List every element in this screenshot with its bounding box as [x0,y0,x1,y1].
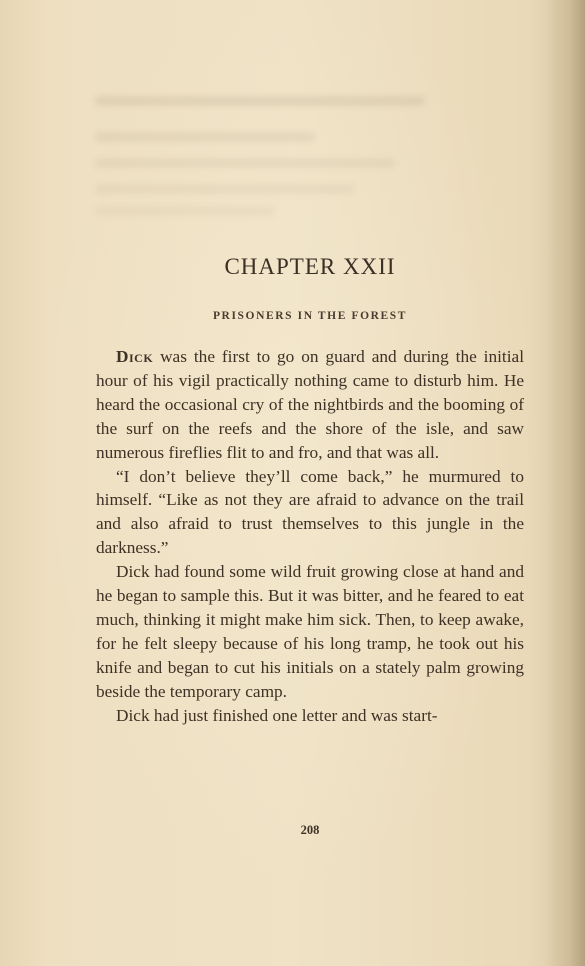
bleed-through-smudge [95,206,275,216]
paragraph-text: was the first to go on guard and during the initial hour of his vigil practically nothing came to disturb him. He heard the occasional cry of the nightbirds and the booming of the surf on the reefs and the shore of the isle, and saw numerous fireflies flit to and fro, and that was all. [96,347,524,462]
paragraph: Dick had found some wild fruit growing close at hand and he began to sample this. But it was bitter, and he feared to eat much, thinking it might make him sick. Then, to keep awake, for he felt sleepy because of his long tramp, he took out his knife and began to cut his initials on a stately palm growing beside the temporary camp. [96,562,524,701]
bleed-through-smudge [95,132,315,142]
page-number: 208 [300,823,320,837]
paragraph [96,345,524,465]
paragraph: “I don’t believe they’ll come back,” he murmured to himself. “Like as not they are afraid to advance on the trail and also afraid to trust themselves to this jungle in the darkness.” [96,466,524,558]
chapter-subtitle: PRISONERS IN THE FOREST [212,310,408,322]
body-text [96,345,524,728]
page-gutter-shadow [545,0,585,966]
opening-word: Dick [116,347,154,366]
bleed-through-smudge [95,96,425,106]
bleed-through-smudge [95,158,395,168]
chapter-title: CHAPTER XXII [224,254,396,279]
bleed-through-smudge [95,184,355,194]
paragraph: Dick had just finished one letter and was start- [116,705,438,725]
